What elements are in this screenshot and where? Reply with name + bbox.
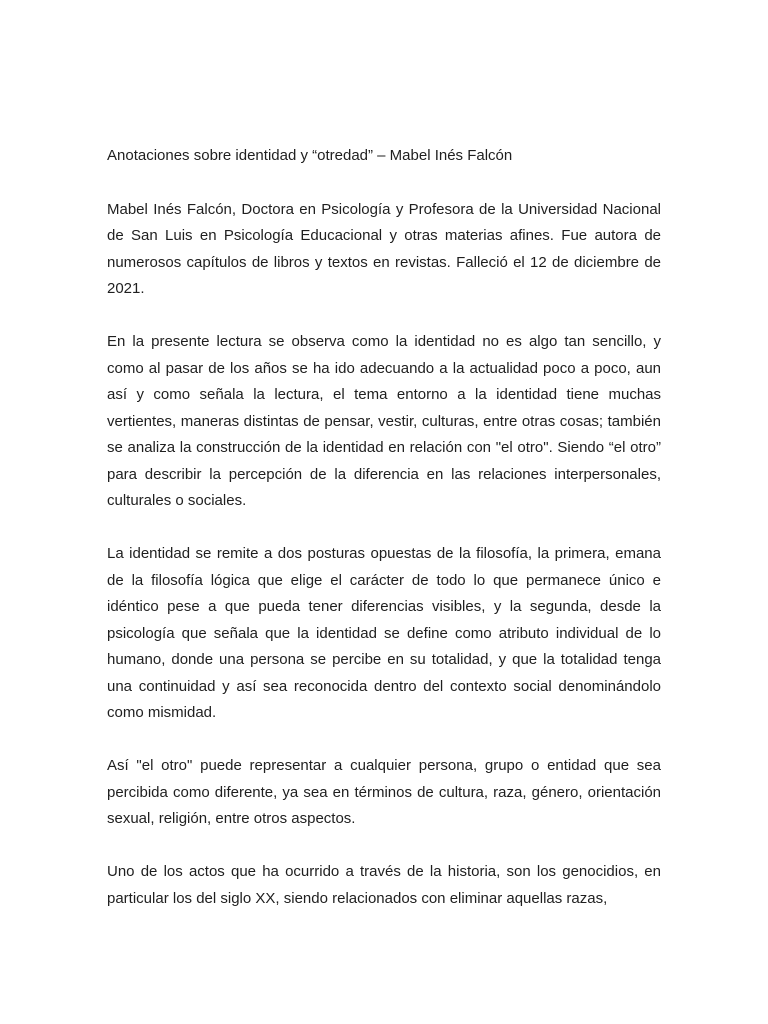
paragraph-identity-overview: En la presente lectura se observa como la identidad no es algo tan sencillo, y como al pasar de los años se ha ido adecuando a la actualidad poco a poco, aun así y como señala la lectura, el tema entorno a la identidad tiene muchas vertientes, maneras distintas de pensar, vestir, culturas, entre otras cosas; también se analiza la construcción de la identidad en relación con "el otro". Siendo “el otro” para describir la percepción de la diferencia en las relaciones interpersonales, culturales o sociales.	[107, 333, 661, 509]
paragraph-genocides: Uno de los actos que ha ocurrido a través de la historia, son los genocidios, en particular los del siglo XX, siendo relacionados con eliminar aquellas razas,	[107, 863, 661, 907]
document-page	[107, 143, 661, 939]
paragraph-author-bio: Mabel Inés Falcón, Doctora en Psicología y Profesora de la Universidad Nacional de San Luis en Psicología Educacional y otras materias afines. Fue autora de numerosos capítulos de libros y textos en revistas. Falleció el 12 de diciembre de 2021.	[107, 200, 661, 297]
paragraph-the-other: Así "el otro" puede representar a cualquier persona, grupo o entidad que sea percibida como diferente, ya sea en términos de cultura, raza, género, orientación sexual, religión, entre otros aspectos.	[107, 757, 661, 827]
document-title: Anotaciones sobre identidad y “otredad” – Mabel Inés Falcón	[107, 147, 513, 164]
paragraph-philosophical-postures: La identidad se remite a dos posturas opuestas de la filosofía, la primera, emana de la filosofía lógica que elige el carácter de todo lo que permanece único e idéntico pese a que pueda tener diferencias visibles, y la segunda, desde la psicología que señala que la identidad se define como atributo individual de lo humano, donde una persona se percibe en su totalidad, y que la totalidad tenga una continuidad y así sea reconocida dentro del contexto social denominándolo como mismidad.	[107, 545, 661, 721]
